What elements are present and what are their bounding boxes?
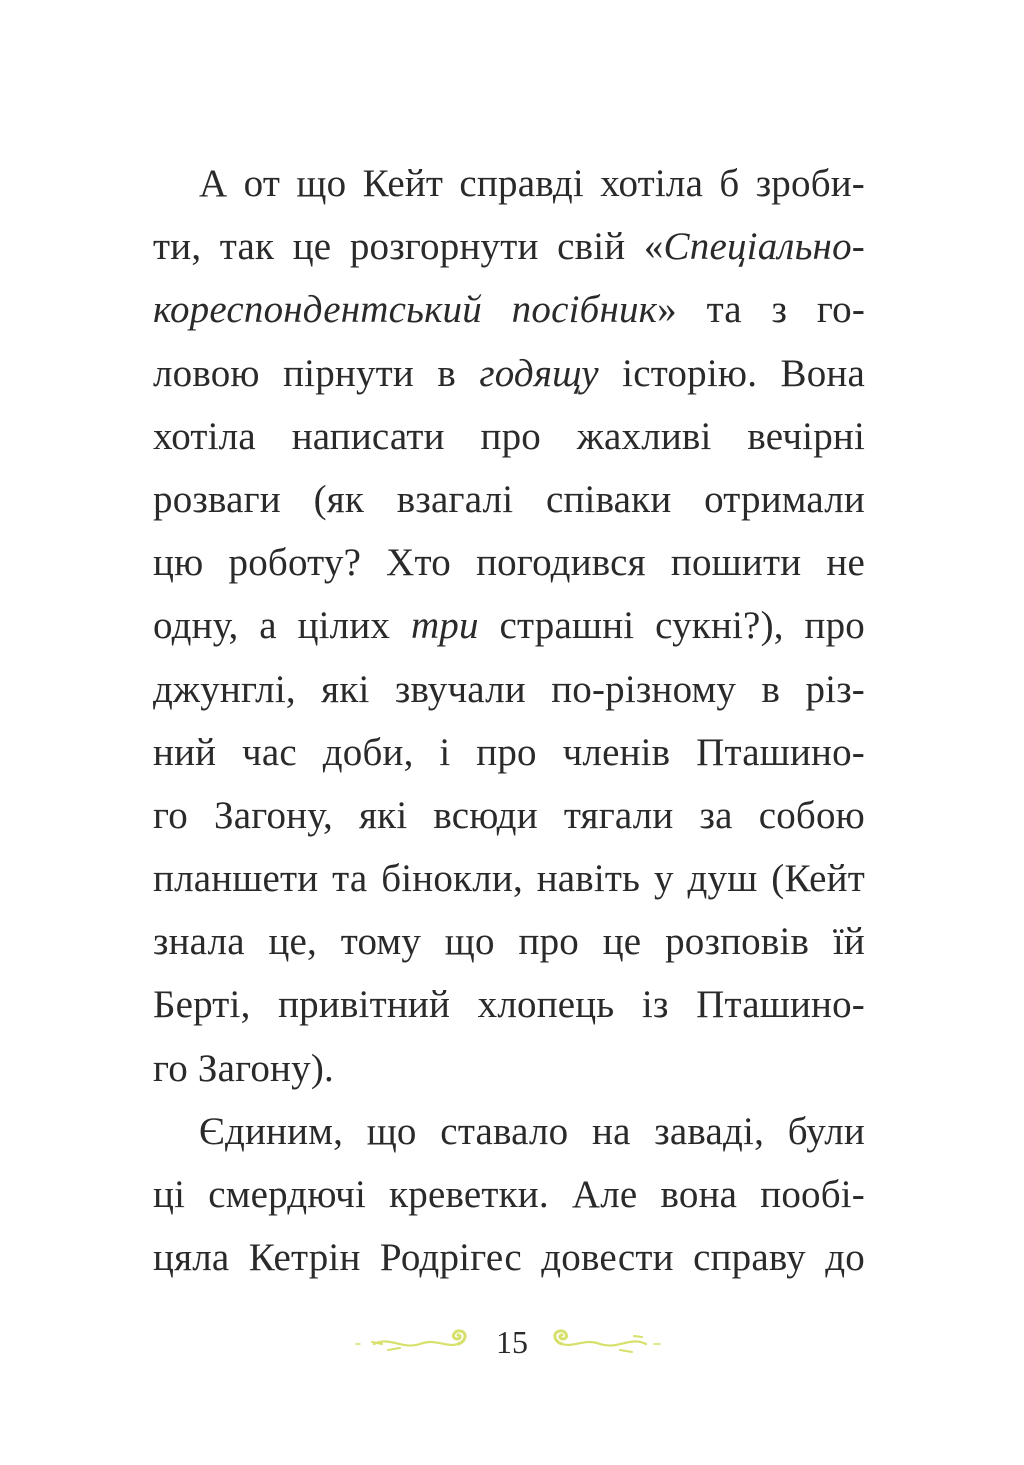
text-line: [153, 910, 865, 973]
text-line: [153, 342, 865, 405]
swirl-flourish-icon: [530, 1322, 670, 1362]
italic-text-segment: годящу: [479, 351, 599, 395]
text-line: [153, 784, 865, 847]
text-line: [153, 1226, 865, 1289]
text-segment: » та з го-: [657, 288, 866, 332]
body-text: [153, 152, 865, 1289]
text-line: [153, 152, 865, 215]
text-line: [153, 468, 865, 531]
text-line: [153, 1163, 865, 1226]
text-segment: Єдиним, що ставало на заваді, були: [199, 1109, 865, 1153]
italic-text-segment: кореспондентський посібник: [153, 288, 658, 332]
text-segment: розваги (як взагалі співаки отримали: [153, 477, 865, 521]
text-segment: знала це, тому що про це розповів їй: [153, 920, 865, 964]
text-segment: страшні сукні?), про: [478, 604, 865, 648]
text-line: [153, 405, 865, 468]
text-segment: джунглі, які звучали по-різному в різ-: [153, 667, 865, 711]
text-line: [153, 847, 865, 910]
text-segment: ці смердючі креветки. Але вона пообі-: [153, 1173, 865, 1216]
text-segment: історію. Вона: [598, 351, 866, 395]
text-segment: ти, так це розгорнути свій «: [153, 225, 664, 269]
text-line: [153, 658, 865, 721]
text-segment: планшети та бінокли, навіть у душ (Кейт: [153, 857, 865, 901]
page-number: 15: [496, 1324, 528, 1360]
text-segment: ний час доби, і про членів Пташино-: [153, 730, 865, 774]
text-line: [153, 1100, 865, 1163]
text-segment: го Загону, які всюди тягали за собою: [153, 793, 865, 837]
text-line: [153, 973, 865, 1036]
text-line: [153, 721, 865, 784]
italic-text-segment: Спеціально-: [663, 225, 865, 269]
text-line: [153, 215, 865, 278]
text-segment: Берті, привітний хлопець із Пташино-: [153, 983, 865, 1027]
italic-text-segment: три: [410, 604, 479, 648]
text-line: [153, 278, 865, 341]
text-segment: одну, а цілих: [153, 604, 411, 648]
text-segment: цю роботу? Хто погодився пошити не: [153, 541, 865, 585]
text-line: [153, 594, 865, 657]
text-segment: хотіла написати про жахливі вечірні: [153, 414, 865, 458]
page-footer: [0, 1318, 1024, 1368]
text-segment: го Загону).: [153, 1046, 334, 1090]
text-segment: цяла Кетрін Родрігес довести справу до: [153, 1236, 865, 1280]
text-line: [153, 531, 865, 594]
text-segment: ловою пірнути в: [153, 351, 480, 395]
text-segment: А от що Кейт справді хотіла б зроби-: [199, 162, 865, 205]
text-line: [153, 1037, 865, 1100]
